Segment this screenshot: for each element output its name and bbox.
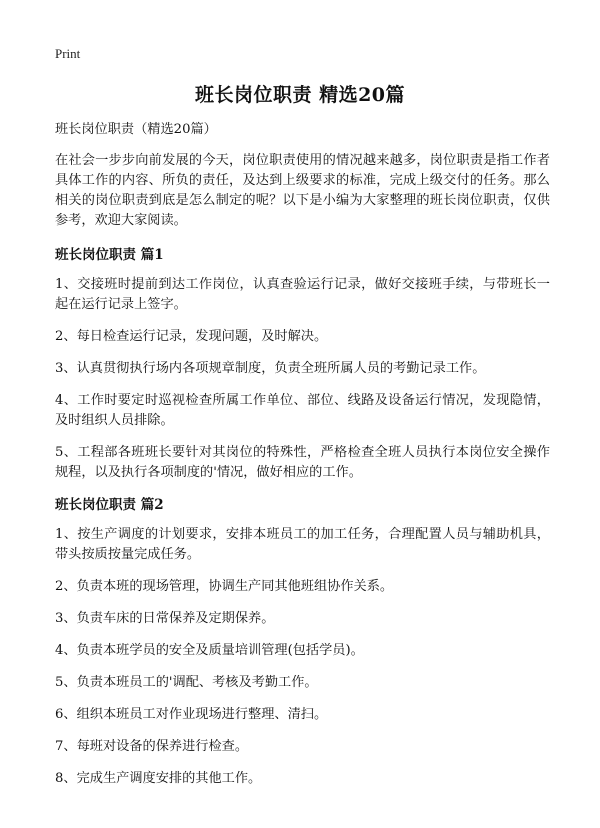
section-2: [55, 495, 550, 789]
article-subtitle: 班长岗位职责（精选20篇）: [55, 122, 217, 137]
list-item: 5、工程部各班班长要针对其岗位的特殊性，严格检查全班人员执行本岗位安全操作规程，以及执行各项制度的'情况，做好相应的工作。: [55, 445, 550, 480]
section-1: [55, 245, 550, 483]
list-item: 2、每日检查运行记录，发现问题，及时解决。: [55, 329, 328, 344]
section-title: 班长岗位职责 篇2: [55, 497, 164, 513]
article-body: [55, 120, 550, 801]
list-item: 7、每班对设备的保养进行检查。: [55, 739, 249, 754]
list-item: 1、交接班时提前到达工作岗位，认真查验运行记录，做好交接班手续，与带班长一起在运行记录上签字。: [55, 277, 550, 312]
list-item: 4、负责本班学员的安全及质量培训管理(包括学员)。: [55, 643, 364, 658]
list-item: 5、负责本班员工的'调配、考核及考勤工作。: [55, 675, 318, 690]
list-item: 3、认真贯彻执行场内各项规章制度，负责全班所属人员的考勤记录工作。: [55, 361, 486, 376]
list-item: 3、负责车床的日常保养及定期保养。: [55, 611, 275, 626]
page-title: 班长岗位职责 精选20篇: [194, 84, 406, 106]
list-item: 2、负责本班的现场管理，协调生产同其他班组协作关系。: [55, 579, 394, 594]
print-link[interactable]: Print: [55, 46, 81, 61]
list-item: 8、完成生产调度安排的其他工作。: [55, 771, 262, 786]
list-item: 6、组织本班员工对作业现场进行整理、清扫。: [55, 707, 328, 722]
list-item: 1、按生产调度的计划要求，安排本班员工的加工任务，合理配置人员与辅助机具，带头按质按量完成任务。: [55, 527, 550, 562]
list-item: 4、工作时要定时巡视检查所属工作单位、部位、线路及设备运行情况，发现隐情，及时组织人员排除。: [55, 393, 550, 428]
intro-paragraph: 在社会一步步向前发展的今天，岗位职责使用的情况越来越多，岗位职责是指工作者具体工作的内容、所负的责任，及达到上级要求的标准，完成上级交付的任务。那么相关的岗位职责到底是怎么制定的呢？以下是小编为大家整理的班长岗位职责，仅供参考，欢迎大家阅读。: [55, 153, 550, 228]
section-title: 班长岗位职责 篇1: [55, 247, 164, 263]
